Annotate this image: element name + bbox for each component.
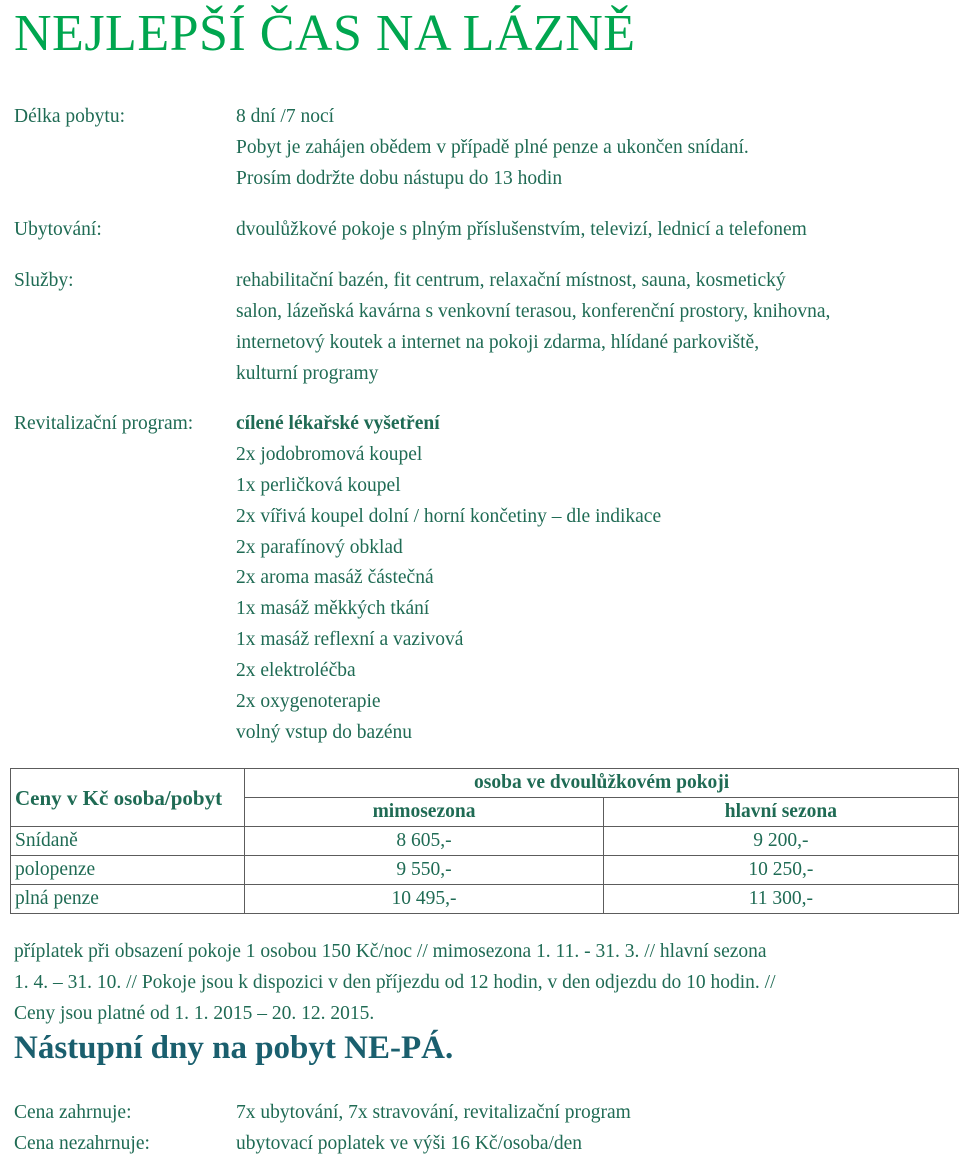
program-item: 1x perličková koupel [236,475,401,496]
stay-label: Délka pobytu: [14,106,126,127]
includes-label: Cena zahrnuje: [14,1102,132,1123]
stay-line-1: 8 dní /7 nocí [236,106,335,127]
program-item: 2x oxygenoterapie [236,691,381,712]
row-label: polopenze [11,856,245,885]
column-header-mainseason: hlavní sezona [603,798,958,827]
excludes-value: ubytovací poplatek ve výši 16 Kč/osoba/den [236,1133,583,1154]
table-row [11,827,959,856]
price-table [10,768,959,914]
price-mainseason: 11 300,- [603,885,958,914]
program-item: 2x jodobromová koupel [236,444,423,465]
row-label: plná penze [11,885,245,914]
stay-line-2: Pobyt je zahájen obědem v případě plné penze a ukončen snídaní. [236,137,749,158]
price-mainseason: 10 250,- [603,856,958,885]
program-item: 1x masáž reflexní a vazivová [236,629,464,650]
excludes-label: Cena nezahrnuje: [14,1133,150,1154]
program-label: Revitalizační program: [14,413,194,434]
program-item: 1x masáž měkkých tkání [236,598,430,619]
note-line: příplatek při obsazení pokoje 1 osobou 150 Kč/noc // mimosezona 1. 11. - 31. 3. // hlavní sezona [14,941,767,962]
price-offseason: 9 550,- [245,856,603,885]
program-item: 2x vířivá koupel dolní / horní končetiny – dle indikace [236,506,662,527]
table-row [11,885,959,914]
program-item: 2x elektroléčba [236,660,356,681]
stay-line-3: Prosím dodržte dobu nástupu do 13 hodin [236,168,563,189]
arrival-days-heading: Nástupní dny na pobyt NE-PÁ. [14,1030,454,1066]
services-line-1: rehabilitační bazén, fit centrum, relaxační místnost, sauna, kosmetický [236,270,786,291]
note-line: Ceny jsou platné od 1. 1. 2015 – 20. 12. 2015. [14,1003,375,1024]
services-line-4: kulturní programy [236,363,379,384]
row-label: Snídaně [11,827,245,856]
services-line-3: internetový koutek a internet na pokoji zdarma, hlídané parkoviště, [236,332,760,353]
program-header: cílené lékařské vyšetření [236,413,440,434]
price-table-group-header: osoba ve dvoulůžkovém pokoji [245,769,959,798]
program-item: volný vstup do bazénu [236,722,413,743]
services-label: Služby: [14,270,74,291]
includes-value: 7x ubytování, 7x stravování, revitalizační program [236,1102,631,1123]
program-item: 2x aroma masáž částečná [236,567,434,588]
note-line: 1. 4. – 31. 10. // Pokoje jsou k dispozici v den příjezdu od 12 hodin, v den odjezdu do 10 hodin. // [14,972,776,993]
accommodation-value: dvoulůžkové pokoje s plným příslušenstvím, televizí, lednicí a telefonem [236,219,807,240]
page-title: NEJLEPŠÍ ČAS NA LÁZNĚ [14,5,636,62]
services-line-2: salon, lázeňská kavárna s venkovní terasou, konferenční prostory, knihovna, [236,301,831,322]
column-header-offseason: mimosezona [245,798,603,827]
accommodation-label: Ubytování: [14,219,102,240]
price-offseason: 10 495,- [245,885,603,914]
price-mainseason: 9 200,- [603,827,958,856]
price-offseason: 8 605,- [245,827,603,856]
price-table-corner: Ceny v Kč osoba/pobyt [11,769,245,827]
table-row [11,856,959,885]
program-item: 2x parafínový obklad [236,537,403,558]
